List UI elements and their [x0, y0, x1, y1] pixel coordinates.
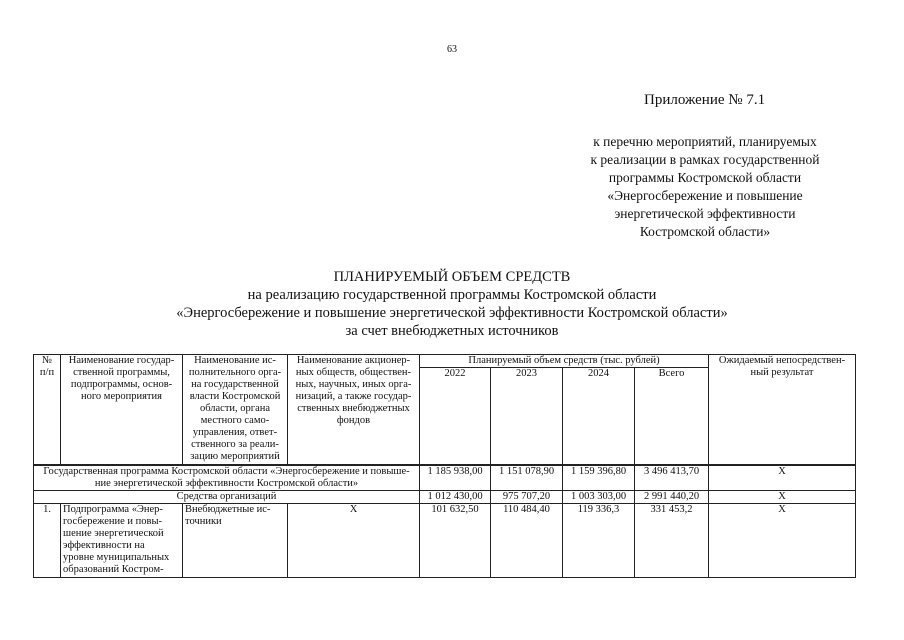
row-1-total: 331 453,2	[635, 503, 709, 577]
reference-line: «Энергосбережение и повышение	[607, 188, 803, 203]
header-year-2023: 2023	[491, 368, 563, 465]
header-num: № п/п	[34, 355, 61, 465]
table-row	[34, 490, 856, 503]
reference-line: программы Костромской области	[608, 170, 802, 185]
heading-line: на реализацию государственной программы Костромской области	[247, 287, 657, 303]
appendix-reference	[560, 133, 850, 241]
table-row	[34, 503, 856, 577]
header-expected-result: Ожидаемый непосредствен- ный результат	[709, 355, 856, 465]
org-funds-2022: 1 012 430,00	[420, 490, 491, 503]
state-program-total: 3 496 413,70	[635, 465, 709, 491]
header-executor: Наименование ис- полнительного орга- на государственной власти Костромской области, органа местного само- управления, ответ- ственного за реали- зацию мероприятий	[183, 355, 288, 465]
reference-line: Костромской области»	[639, 224, 771, 239]
header-planned-funds: Планируемый объем средств (тыс. рублей)	[420, 355, 709, 368]
row-1-2023: 110 484,40	[491, 503, 563, 577]
header-year-2022: 2022	[420, 368, 491, 465]
row-1-program: Подпрограмма «Энер- госбережение и повы- шение энергетической эффективности на уровне муниципальных образований Костром-	[61, 503, 183, 577]
funding-table	[33, 354, 856, 578]
reference-line: к перечню мероприятий, планируемых	[593, 134, 817, 149]
header-societies: Наименование акционер- ных обществ, обществен- ных, научных, иных орга- низаций, а также государ- ственных внебюджетных фондов	[288, 355, 420, 465]
reference-line: к реализации в рамках государственной	[590, 152, 820, 167]
page-number: 63	[447, 44, 457, 55]
org-funds-result: Х	[709, 490, 856, 503]
heading-line: ПЛАНИРУЕМЫЙ ОБЪЕМ СРЕДСТВ	[333, 269, 571, 285]
org-funds-2024: 1 003 303,00	[563, 490, 635, 503]
org-funds-2023: 975 707,20	[491, 490, 563, 503]
row-1-executor: Внебюджетные ис- точники	[183, 503, 288, 577]
row-1-result: Х	[709, 503, 856, 577]
state-program-name: Государственная программа Костромской области «Энергосбережение и повыше- ние энергетической эффективности Костромской области»	[34, 465, 420, 491]
org-funds-name: Средства организаций	[34, 490, 420, 503]
appendix-title: Приложение № 7.1	[644, 92, 766, 108]
document-heading	[0, 268, 904, 340]
row-1-2024: 119 336,3	[563, 503, 635, 577]
header-year-2024: 2024	[563, 368, 635, 465]
state-program-2023: 1 151 078,90	[491, 465, 563, 491]
heading-line: «Энергосбережение и повышение энергетической эффективности Костромской области»	[176, 305, 728, 321]
funding-table-wrapper	[33, 354, 856, 578]
header-total: Всего	[635, 368, 709, 465]
org-funds-total: 2 991 440,20	[635, 490, 709, 503]
row-1-2022: 101 632,50	[420, 503, 491, 577]
state-program-2024: 1 159 396,80	[563, 465, 635, 491]
state-program-2022: 1 185 938,00	[420, 465, 491, 491]
state-program-result: Х	[709, 465, 856, 491]
row-1-num: 1.	[34, 503, 61, 577]
header-program: Наименование государ- ственной программы, подпрограммы, основ- ного мероприятия	[61, 355, 183, 465]
table-row	[34, 465, 856, 491]
heading-line: за счет внебюджетных источников	[345, 323, 559, 339]
reference-line: энергетической эффективности	[614, 206, 796, 221]
row-1-societies: Х	[288, 503, 420, 577]
